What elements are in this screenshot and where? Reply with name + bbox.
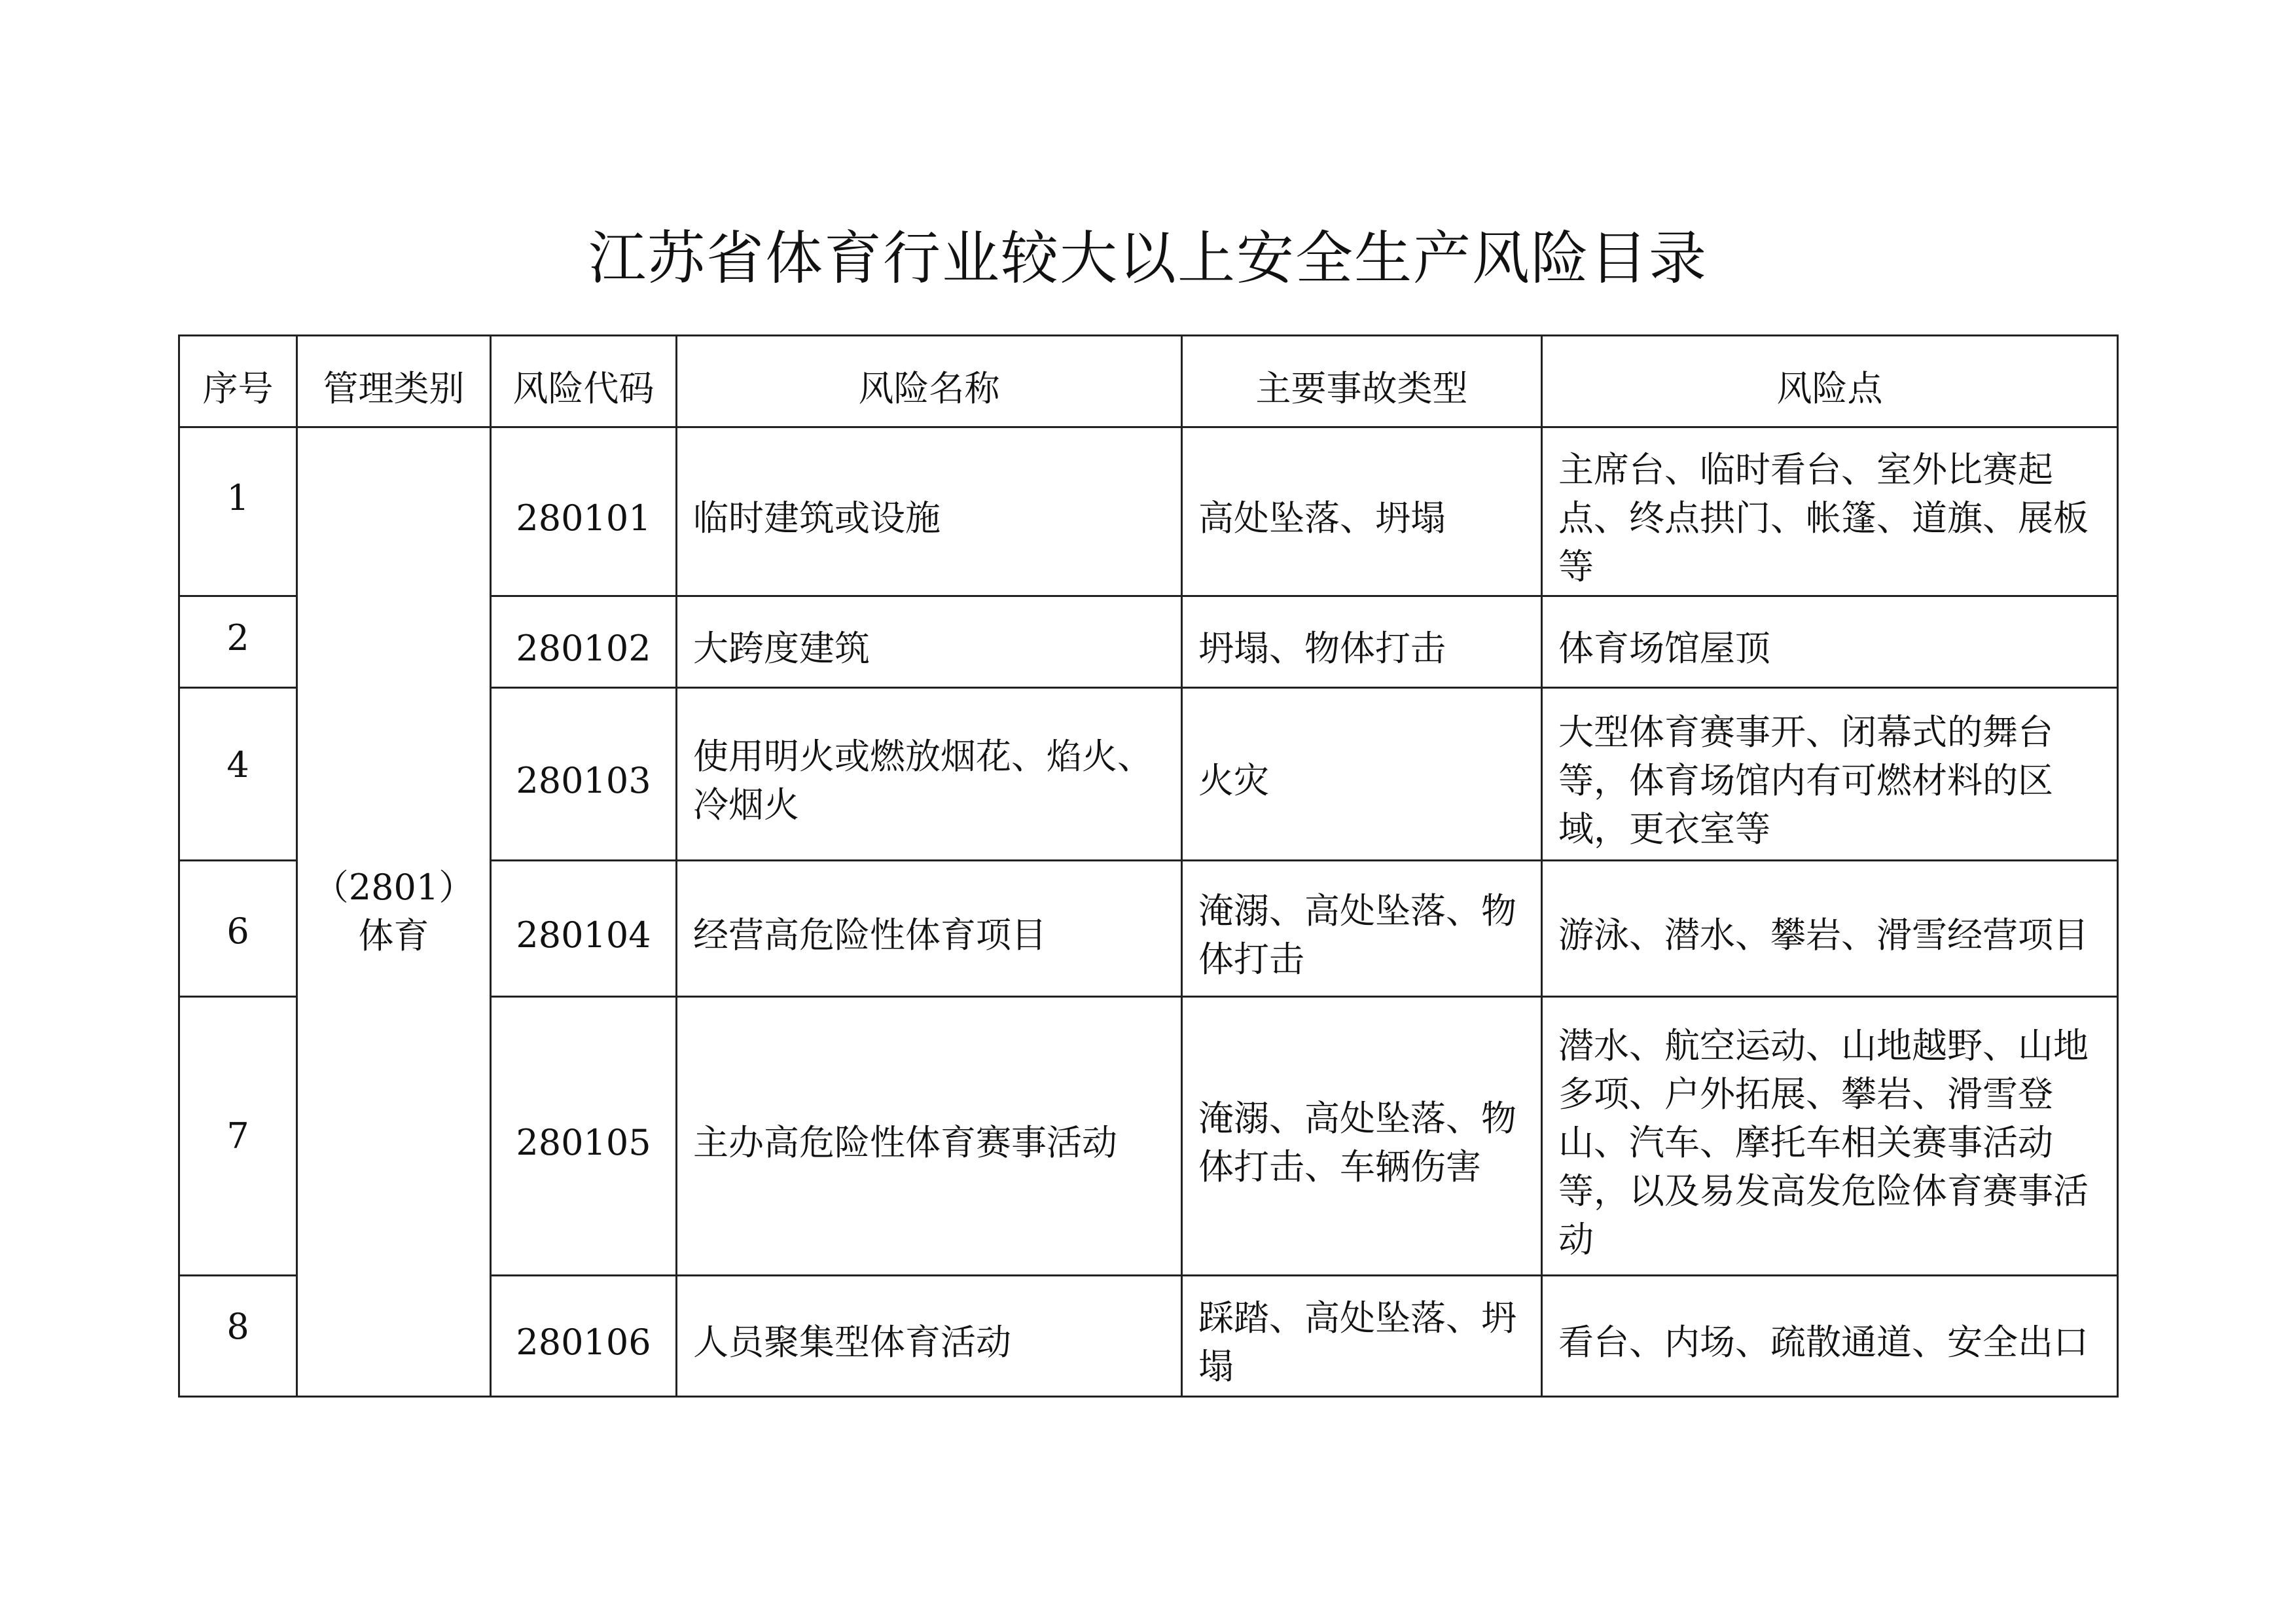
category-name: 体育 [358, 915, 429, 956]
cell-seq: 4 [179, 688, 297, 861]
cell-accidents: 淹溺、高处坠落、物体打击 [1182, 861, 1542, 997]
cell-name: 人员聚集型体育活动 [677, 1276, 1182, 1397]
document-title: 江苏省体育行业较大以上安全生产风险目录 [588, 225, 1708, 292]
cell-points: 体育场馆屋顶 [1542, 596, 2118, 688]
cell-name: 临时建筑或设施 [677, 427, 1182, 596]
cell-accidents: 坍塌、物体打击 [1182, 596, 1542, 688]
cell-code: 280104 [491, 861, 677, 997]
cell-seq: 6 [179, 861, 297, 997]
cell-accidents: 踩踏、高处坠落、坍塌 [1182, 1276, 1542, 1397]
header-code: 风险代码 [491, 336, 677, 427]
cell-code: 280103 [491, 688, 677, 861]
table-row [179, 427, 2118, 596]
table-header-row [179, 336, 2118, 427]
cell-points: 游泳、潜水、攀岩、滑雪经营项目 [1542, 861, 2118, 997]
header-points: 风险点 [1542, 336, 2118, 427]
cell-code: 280106 [491, 1276, 677, 1397]
cell-category [297, 427, 491, 1397]
cell-points: 看台、内场、疏散通道、安全出口 [1542, 1276, 2118, 1397]
cell-name: 经营高危险性体育项目 [677, 861, 1182, 997]
cell-accidents: 火灾 [1182, 688, 1542, 861]
cell-accidents: 高处坠落、坍塌 [1182, 427, 1542, 596]
cell-code: 280105 [491, 997, 677, 1276]
category-code: （2801） [313, 867, 475, 908]
cell-seq: 1 [179, 427, 297, 596]
header-seq: 序号 [179, 336, 297, 427]
cell-points: 主席台、临时看台、室外比赛起点、终点拱门、帐篷、道旗、展板等 [1542, 427, 2118, 596]
risk-catalog-table [178, 334, 2119, 1398]
cell-points: 潜水、航空运动、山地越野、山地多项、户外拓展、攀岩、滑雪登山、汽车、摩托车相关赛事活动等，以及易发高发危险体育赛事活动 [1542, 997, 2118, 1276]
header-accidents: 主要事故类型 [1182, 336, 1542, 427]
cell-accidents: 淹溺、高处坠落、物体打击、车辆伤害 [1182, 997, 1542, 1276]
cell-points: 大型体育赛事开、闭幕式的舞台等，体育场馆内有可燃材料的区域，更衣室等 [1542, 688, 2118, 861]
header-name: 风险名称 [677, 336, 1182, 427]
cell-name: 主办高危险性体育赛事活动 [677, 997, 1182, 1276]
cell-code: 280101 [491, 427, 677, 596]
cell-seq: 2 [179, 596, 297, 688]
cell-name: 大跨度建筑 [677, 596, 1182, 688]
cell-seq: 7 [179, 997, 297, 1276]
header-category: 管理类别 [297, 336, 491, 427]
cell-name: 使用明火或燃放烟花、焰火、冷烟火 [677, 688, 1182, 861]
cell-code: 280102 [491, 596, 677, 688]
cell-seq: 8 [179, 1276, 297, 1397]
